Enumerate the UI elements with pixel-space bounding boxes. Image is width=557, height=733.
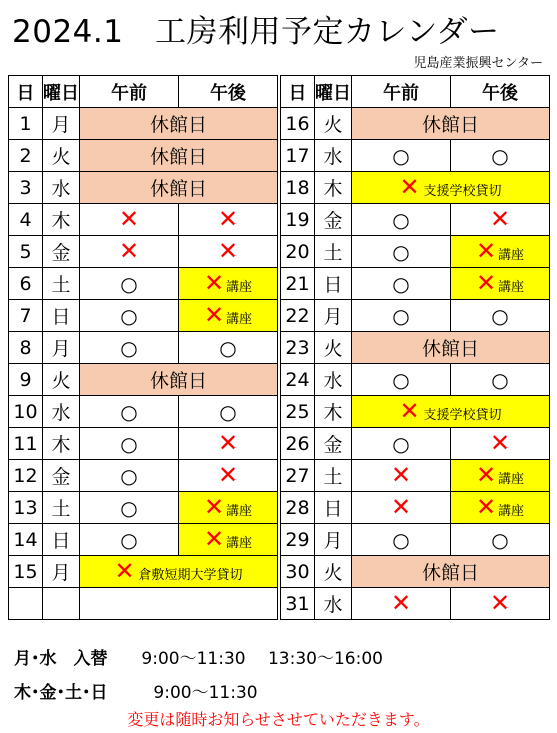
- slot-cell: [451, 524, 550, 556]
- empty-cell: [80, 588, 278, 620]
- available-mark: ○: [392, 527, 410, 552]
- weekday: 土: [43, 268, 80, 300]
- calendar-row: [281, 396, 550, 428]
- slot-cell: [80, 332, 179, 364]
- calendar-row: [9, 332, 278, 364]
- calendar-row: [9, 460, 278, 492]
- unavailable-mark: ✕: [475, 237, 497, 265]
- available-mark: ○: [120, 303, 138, 328]
- weekday: 金: [43, 460, 80, 492]
- calendar-row: [281, 172, 550, 204]
- day-number: 26: [281, 428, 315, 460]
- lecture-label: 講座: [498, 280, 525, 295]
- slot-cell: [179, 332, 278, 364]
- day-number: 8: [9, 332, 43, 364]
- weekday: 土: [43, 492, 80, 524]
- slot-cell: [352, 364, 451, 396]
- weekday: [43, 588, 80, 620]
- available-mark: ○: [392, 431, 410, 456]
- calendar-row: [9, 236, 278, 268]
- available-mark: ○: [491, 527, 509, 552]
- reserved-label: 支援学校貸切: [423, 184, 502, 199]
- calendar-row: [281, 140, 550, 172]
- lecture-label: 講座: [226, 504, 253, 519]
- closed-cell: 休館日: [352, 108, 550, 140]
- weekday: 水: [43, 172, 80, 204]
- day-number: 17: [281, 140, 315, 172]
- slot-cell: [80, 524, 179, 556]
- slot-cell: [80, 236, 179, 268]
- calendar-row: [9, 108, 278, 140]
- calendar-row: [9, 492, 278, 524]
- lecture-label: 講座: [498, 472, 525, 487]
- slot-cell: [352, 492, 451, 524]
- weekday: 月: [315, 524, 352, 556]
- weekday: 木: [315, 172, 352, 204]
- slot-cell: [451, 588, 550, 620]
- slot-cell: [80, 492, 179, 524]
- weekday: 火: [315, 556, 352, 588]
- lecture-label: 講座: [226, 536, 253, 551]
- calendar-row: [9, 172, 278, 204]
- available-mark: ○: [392, 303, 410, 328]
- calendar-row: [9, 588, 278, 620]
- weekday: 月: [315, 300, 352, 332]
- header-am: 午前: [352, 76, 451, 108]
- slot-cell: [352, 204, 451, 236]
- unavailable-mark: ✕: [475, 493, 497, 521]
- slot-cell: [179, 460, 278, 492]
- unavailable-mark: ✕: [390, 461, 412, 489]
- available-mark: ○: [392, 367, 410, 392]
- slot-cell: [179, 268, 278, 300]
- unavailable-mark: ✕: [203, 301, 225, 329]
- weekday: 木: [315, 396, 352, 428]
- calendar-row: [9, 300, 278, 332]
- calendar-row: [9, 428, 278, 460]
- unavailable-mark: ✕: [114, 557, 135, 585]
- calendar-row: [9, 364, 278, 396]
- day-number: 25: [281, 396, 315, 428]
- weekday: 日: [315, 492, 352, 524]
- calendar-row: [281, 204, 550, 236]
- available-mark: ○: [491, 143, 509, 168]
- lecture-label: 講座: [226, 312, 253, 327]
- calendar-row: [281, 460, 550, 492]
- reserved-label: 支援学校貸切: [423, 408, 502, 423]
- unavailable-mark: ✕: [217, 429, 239, 457]
- weekday: 日: [43, 300, 80, 332]
- slot-cell: [352, 524, 451, 556]
- calendar-row: [9, 140, 278, 172]
- unavailable-mark: ✕: [217, 205, 239, 233]
- day-number: 4: [9, 204, 43, 236]
- closed-cell: 休館日: [352, 556, 550, 588]
- day-number: 16: [281, 108, 315, 140]
- day-number: 2: [9, 140, 43, 172]
- slot-cell: [179, 428, 278, 460]
- calendar-row: [281, 332, 550, 364]
- slot-cell: [80, 204, 179, 236]
- hours-times-thu-sun: 9:00～11:30: [153, 683, 258, 703]
- closed-cell: 休館日: [80, 140, 278, 172]
- page-title: 2024.1 工房利用予定カレンダー: [12, 14, 500, 50]
- slot-cell: [451, 140, 550, 172]
- header-day: 日: [9, 76, 43, 108]
- slot-cell: [80, 396, 179, 428]
- slot-cell: [179, 300, 278, 332]
- available-mark: ○: [120, 527, 138, 552]
- unavailable-mark: ✕: [217, 237, 239, 265]
- lecture-label: 講座: [498, 248, 525, 263]
- unavailable-mark: ✕: [118, 205, 140, 233]
- calendar-row: [9, 556, 278, 588]
- available-mark: ○: [120, 271, 138, 296]
- slot-cell: [179, 204, 278, 236]
- weekday: 月: [43, 332, 80, 364]
- slot-cell: [451, 460, 550, 492]
- weekday: 土: [315, 236, 352, 268]
- hours-times-mon-wed: 9:00～11:30 13:30～16:00: [141, 649, 383, 669]
- available-mark: ○: [120, 463, 138, 488]
- slot-cell: [352, 428, 451, 460]
- day-number: 31: [281, 588, 315, 620]
- weekday: 水: [315, 140, 352, 172]
- day-number: 13: [9, 492, 43, 524]
- unavailable-mark: ✕: [399, 173, 420, 201]
- unavailable-mark: ✕: [390, 493, 412, 521]
- day-number: 3: [9, 172, 43, 204]
- available-mark: ○: [491, 303, 509, 328]
- calendar-row: [281, 268, 550, 300]
- weekday: 日: [315, 268, 352, 300]
- calendar-row: [9, 396, 278, 428]
- weekday: 木: [43, 204, 80, 236]
- available-mark: ○: [120, 495, 138, 520]
- slot-cell: [352, 236, 451, 268]
- day-number: 10: [9, 396, 43, 428]
- change-notice: 変更は随時お知らせさせていただきます。: [127, 710, 430, 729]
- day-number: 15: [9, 556, 43, 588]
- day-number: 18: [281, 172, 315, 204]
- unavailable-mark: ✕: [217, 461, 239, 489]
- header-weekday: 曜日: [43, 76, 80, 108]
- available-mark: ○: [120, 431, 138, 456]
- day-number: 12: [9, 460, 43, 492]
- unavailable-mark: ✕: [489, 589, 511, 617]
- day-number: 28: [281, 492, 315, 524]
- unavailable-mark: ✕: [203, 525, 225, 553]
- slot-cell: [80, 268, 179, 300]
- slot-cell: [352, 140, 451, 172]
- unavailable-mark: ✕: [203, 493, 225, 521]
- hours-mon-wed: [14, 644, 383, 669]
- available-mark: ○: [120, 335, 138, 360]
- day-number: 6: [9, 268, 43, 300]
- reserved-cell: [80, 556, 278, 588]
- calendar-row: [281, 108, 550, 140]
- reserved-label: 倉敷短期大学貸切: [138, 568, 243, 583]
- slot-cell: [352, 460, 451, 492]
- day-number: 9: [9, 364, 43, 396]
- unavailable-mark: ✕: [489, 205, 511, 233]
- closed-cell: 休館日: [80, 364, 278, 396]
- unavailable-mark: ✕: [475, 461, 497, 489]
- day-number: 24: [281, 364, 315, 396]
- slot-cell: [451, 364, 550, 396]
- weekday: 水: [315, 364, 352, 396]
- slot-cell: [80, 428, 179, 460]
- hours-label-mon-wed: 月･水 入替: [14, 649, 108, 669]
- slot-cell: [179, 236, 278, 268]
- slot-cell: [179, 524, 278, 556]
- available-mark: ○: [491, 367, 509, 392]
- weekday: 火: [315, 108, 352, 140]
- available-mark: ○: [392, 207, 410, 232]
- day-number: 22: [281, 300, 315, 332]
- header-pm: 午後: [451, 76, 550, 108]
- day-number: 5: [9, 236, 43, 268]
- day-number: 11: [9, 428, 43, 460]
- calendar-table-left: [8, 75, 278, 620]
- day-number: 19: [281, 204, 315, 236]
- slot-cell: [451, 492, 550, 524]
- hours-label-thu-sun: 木･金･土･日: [14, 683, 108, 703]
- slot-cell: [451, 300, 550, 332]
- header-pm: 午後: [179, 76, 278, 108]
- available-mark: ○: [392, 271, 410, 296]
- calendar-row: [281, 300, 550, 332]
- unavailable-mark: ✕: [399, 397, 420, 425]
- calendar-row: [281, 236, 550, 268]
- reserved-cell: [352, 172, 550, 204]
- slot-cell: [451, 428, 550, 460]
- calendar-row: [281, 428, 550, 460]
- weekday: 金: [315, 428, 352, 460]
- hours-thu-sun: [14, 678, 258, 703]
- day-number: 14: [9, 524, 43, 556]
- slot-cell: [179, 492, 278, 524]
- day-number: 7: [9, 300, 43, 332]
- slot-cell: [451, 268, 550, 300]
- weekday: 火: [43, 140, 80, 172]
- day-number: [9, 588, 43, 620]
- calendar-row: [281, 364, 550, 396]
- unavailable-mark: ✕: [475, 269, 497, 297]
- header-day: 日: [281, 76, 315, 108]
- calendar-row: [281, 556, 550, 588]
- calendar-row: [281, 588, 550, 620]
- calendar-row: [281, 492, 550, 524]
- day-number: 29: [281, 524, 315, 556]
- slot-cell: [352, 268, 451, 300]
- lecture-label: 講座: [498, 504, 525, 519]
- day-number: 23: [281, 332, 315, 364]
- available-mark: ○: [219, 335, 237, 360]
- slot-cell: [80, 460, 179, 492]
- day-number: 20: [281, 236, 315, 268]
- organization-name: 児島産業振興センター: [413, 56, 543, 71]
- available-mark: ○: [392, 239, 410, 264]
- slot-cell: [451, 236, 550, 268]
- available-mark: ○: [120, 399, 138, 424]
- calendar-row: [9, 204, 278, 236]
- weekday: 土: [315, 460, 352, 492]
- weekday: 水: [43, 396, 80, 428]
- slot-cell: [352, 588, 451, 620]
- header-weekday: 曜日: [315, 76, 352, 108]
- header-am: 午前: [80, 76, 179, 108]
- weekday: 月: [43, 108, 80, 140]
- weekday: 水: [315, 588, 352, 620]
- unavailable-mark: ✕: [203, 269, 225, 297]
- unavailable-mark: ✕: [118, 237, 140, 265]
- available-mark: ○: [219, 399, 237, 424]
- slot-cell: [80, 300, 179, 332]
- weekday: 火: [315, 332, 352, 364]
- calendar-row: [281, 524, 550, 556]
- calendar-row: [9, 268, 278, 300]
- slot-cell: [179, 396, 278, 428]
- lecture-label: 講座: [226, 280, 253, 295]
- day-number: 27: [281, 460, 315, 492]
- day-number: 21: [281, 268, 315, 300]
- day-number: 30: [281, 556, 315, 588]
- weekday: 金: [43, 236, 80, 268]
- weekday: 木: [43, 428, 80, 460]
- closed-cell: 休館日: [80, 108, 278, 140]
- closed-cell: 休館日: [352, 332, 550, 364]
- available-mark: ○: [392, 143, 410, 168]
- unavailable-mark: ✕: [390, 589, 412, 617]
- calendar-table-right: [280, 75, 550, 620]
- day-number: 1: [9, 108, 43, 140]
- calendar-row: [9, 524, 278, 556]
- weekday: 金: [315, 204, 352, 236]
- unavailable-mark: ✕: [489, 429, 511, 457]
- slot-cell: [352, 300, 451, 332]
- reserved-cell: [352, 396, 550, 428]
- weekday: 月: [43, 556, 80, 588]
- weekday: 火: [43, 364, 80, 396]
- closed-cell: 休館日: [80, 172, 278, 204]
- slot-cell: [451, 204, 550, 236]
- weekday: 日: [43, 524, 80, 556]
